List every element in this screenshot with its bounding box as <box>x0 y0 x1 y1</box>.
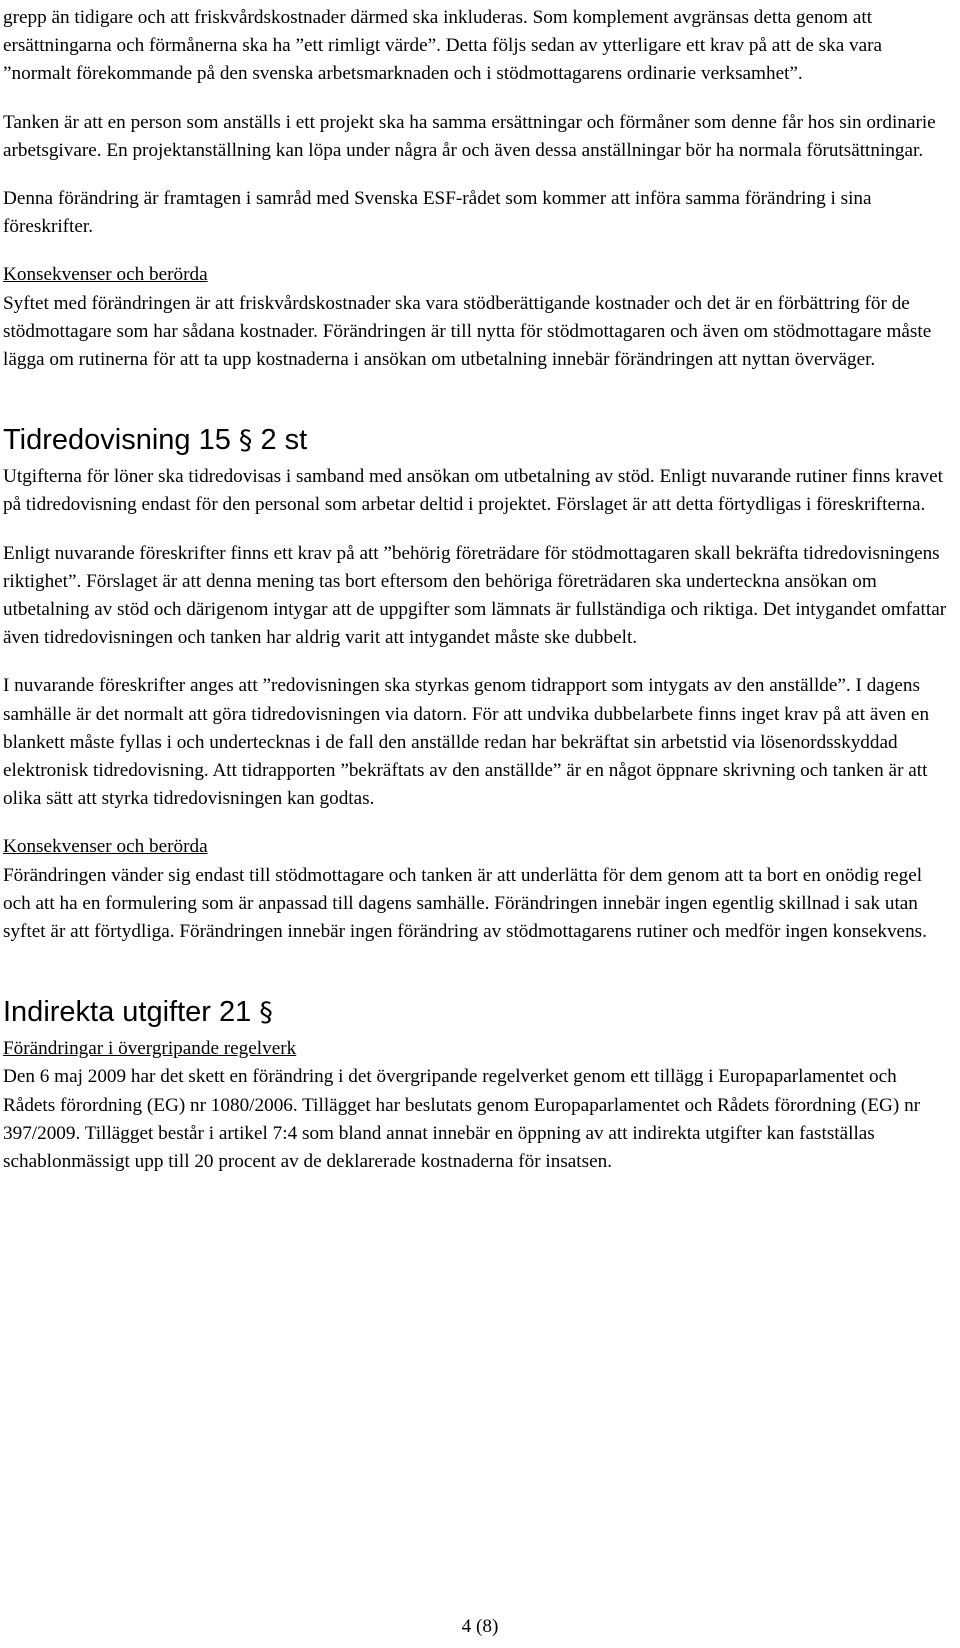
paragraph: Syftet med förändringen är att friskvårdskostnader ska vara stödberättigande kostnader och det är en förbättring för de stödmottagare som har sådana kostnader. Förändringen är till nytta för stödmottagaren och även om stödmottagare måste lägga om rutinerna för att ta upp kostnaderna i ansökan om utbetalning innebär förändringen att nyttan överväger. <box>3 292 932 371</box>
section-sign: § <box>259 997 273 1029</box>
page-number: 4 (8) <box>461 1616 499 1637</box>
section-sign: § <box>238 425 253 457</box>
subheading-consequences: Konsekvenser och berörda <box>3 836 208 858</box>
paragraph: Utgifterna för löner ska tidredovisas i samband med ansökan om utbetalning av stöd. Enligt nuvarande rutiner finns kravet på tidredovisning endast för den personal som arbetar deltid i projektet. Förslaget är att detta förtydligas i föreskrifterna. <box>3 466 943 516</box>
paragraph: I nuvarande föreskrifter anges att ”redovisningen ska styrkas genom tidrapport som intygats av den anställde”. I dagens samhälle är det normalt att göra tidredovisningen via datorn. För att undvika dubbelarbete finns inget krav på att även en blankett måste fyllas i och undertecknas i de fall den anställde redan har bekräftat sin arbetstid via lösenordsskyddad elektronisk tidredovisning. Att tidrapporten ”bekräftats av den anställde” är en något öppnare skrivning och tanken är att olika sätt att styrka tidredovisningen kan godtas. <box>3 675 930 810</box>
paragraph: Tanken är att en person som anställs i ett projekt ska ha samma ersättningar och förmåner som denne får hos sin ordinarie arbetsgivare. En projektanställning kan löpa under några år och även dessa anställningar bör ha normala förutsättningar. <box>3 111 936 161</box>
paragraph: Förändringen vänder sig endast till stödmottagare och tanken är att underlätta för dem genom att ta bort en onödig regel och att ha en formulering som är anpassad till dagens samhälle. Förändringen innebär ingen egentlig skillnad i sak utan syftet är att förtydliga. Förändringen innebär ingen förändring av stödmottagarens rutiner och medför ingen konsekvens. <box>3 864 927 943</box>
heading-text: Tidredovisning 15 <box>3 424 239 457</box>
paragraph: Den 6 maj 2009 har det skett en förändring i det övergripande regelverket genom ett tillägg i Europaparlamentet och Rådets förordning (EG) nr 1080/2006. Tillägget har beslutats genom Europaparlamentet och Rådets förordning (EG) nr 397/2009. Tillägget består i artikel 7:4 som bland annat innebär en öppning av att indirekta utgifter kan fastställas schablonmässigt upp till 20 procent av de deklarerade kostnaderna för insatsen. <box>3 1066 921 1173</box>
paragraph: grepp än tidigare och att friskvårdskostnader därmed ska inkluderas. Som komplement avgränsas detta genom att ersättningarna och förmånerna ska ha ”ett rimligt värde”. Detta följs sedan av ytterligare ett krav på att de ska vara ”normalt förekommande på den svenska arbetsmarknaden och i stödmottagarens ordinarie verksamhet”. <box>3 7 883 85</box>
subheading-regelverk: Förändringar i övergripande regelverk <box>3 1038 297 1060</box>
heading-suffix: 2 st <box>252 424 308 457</box>
paragraph: Denna förändring är framtagen i samråd med Svenska ESF-rådet som kommer att införa samma förändring i sina föreskrifter. <box>3 188 872 238</box>
section-heading-indirekta-utgifter <box>3 994 951 1031</box>
heading-text: Indirekta utgifter 21 <box>3 996 260 1029</box>
section-heading-tidredovisning <box>3 422 951 459</box>
subheading-consequences: Konsekvenser och berörda <box>3 264 208 286</box>
paragraph: Enligt nuvarande föreskrifter finns ett krav på att ”behörig företrädare för stödmottagaren skall bekräfta tidredovisningens riktighet”. Förslaget är att denna mening tas bort eftersom den behöriga företrädaren ska underteckna ansökan om utbetalning av stöd och därigenom intygar att de uppgifter som lämnats är fullständiga och riktiga. Det intygandet omfattar även tidredovisningen och tanken har aldrig varit att intygandet måste ske dubbelt. <box>3 542 947 649</box>
document-body <box>3 4 951 1176</box>
